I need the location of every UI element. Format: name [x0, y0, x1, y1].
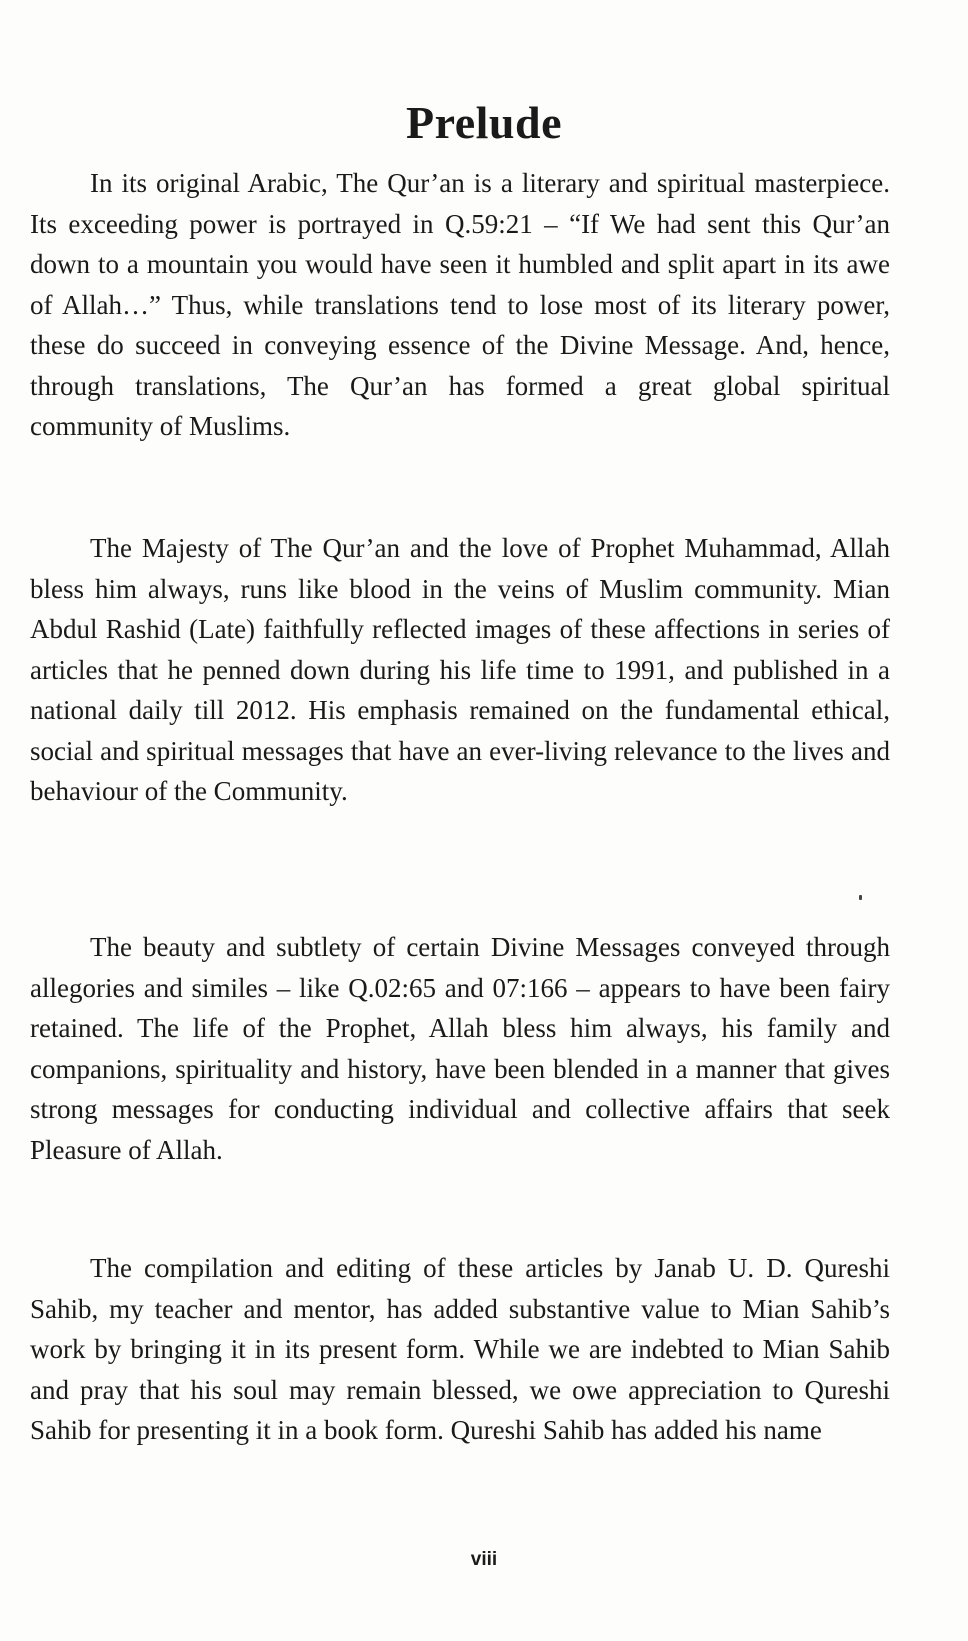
paragraph-3: The beauty and subtlety of certain Divine Messages conveyed through allegories and similes – like Q.02:65 and 07:166 – appears to have been fairy retained. The life of the Prophet, Allah bless him always, his family and companions, spirituality and history, have been blended in a manner that gives strong messages for conducting individual and collective affairs that seek Pleasure of Allah. [30, 932, 890, 1165]
paragraph-2: The Majesty of The Qur’an and the love of Prophet Muhammad, Allah bless him always, runs like blood in the veins of Muslim community. Mian Abdul Rashid (Late) faithfully reflected images of these affections in series of articles that he penned down during his life time to 1991, and published in a national daily till 2012. His emphasis remained on the fundamental ethical, social and spiritual messages that have an ever-living relevance to the lives and behaviour of the Community. [30, 533, 890, 806]
paragraph-1: In its original Arabic, The Qur’an is a literary and spiritual masterpiece. Its exceeding power is portrayed in Q.59:21 – “If We had sent this Qur’an down to a mountain you would have seen it humbled and split apart in its awe of Allah…” Thus, while translations tend to lose most of its literary power, these do succeed in conveying essence of the Divine Message. And, hence, through translations, The Qur’an has formed a great global spiritual community of Muslims. [30, 168, 890, 441]
scan-speck [859, 895, 862, 900]
page-title: Prelude [406, 96, 562, 148]
page-number: viii [470, 1549, 498, 1570]
paragraph-4: The compilation and editing of these articles by Janab U. D. Qureshi Sahib, my teacher and mentor, has added substantive value to Mian Sahib’s work by bringing it in its present form. While we are indebted to Mian Sahib and pray that his soul may remain blessed, we owe appreciation to Qureshi Sahib for presenting it in a book form. Qureshi Sahib has added his name [30, 1253, 890, 1445]
